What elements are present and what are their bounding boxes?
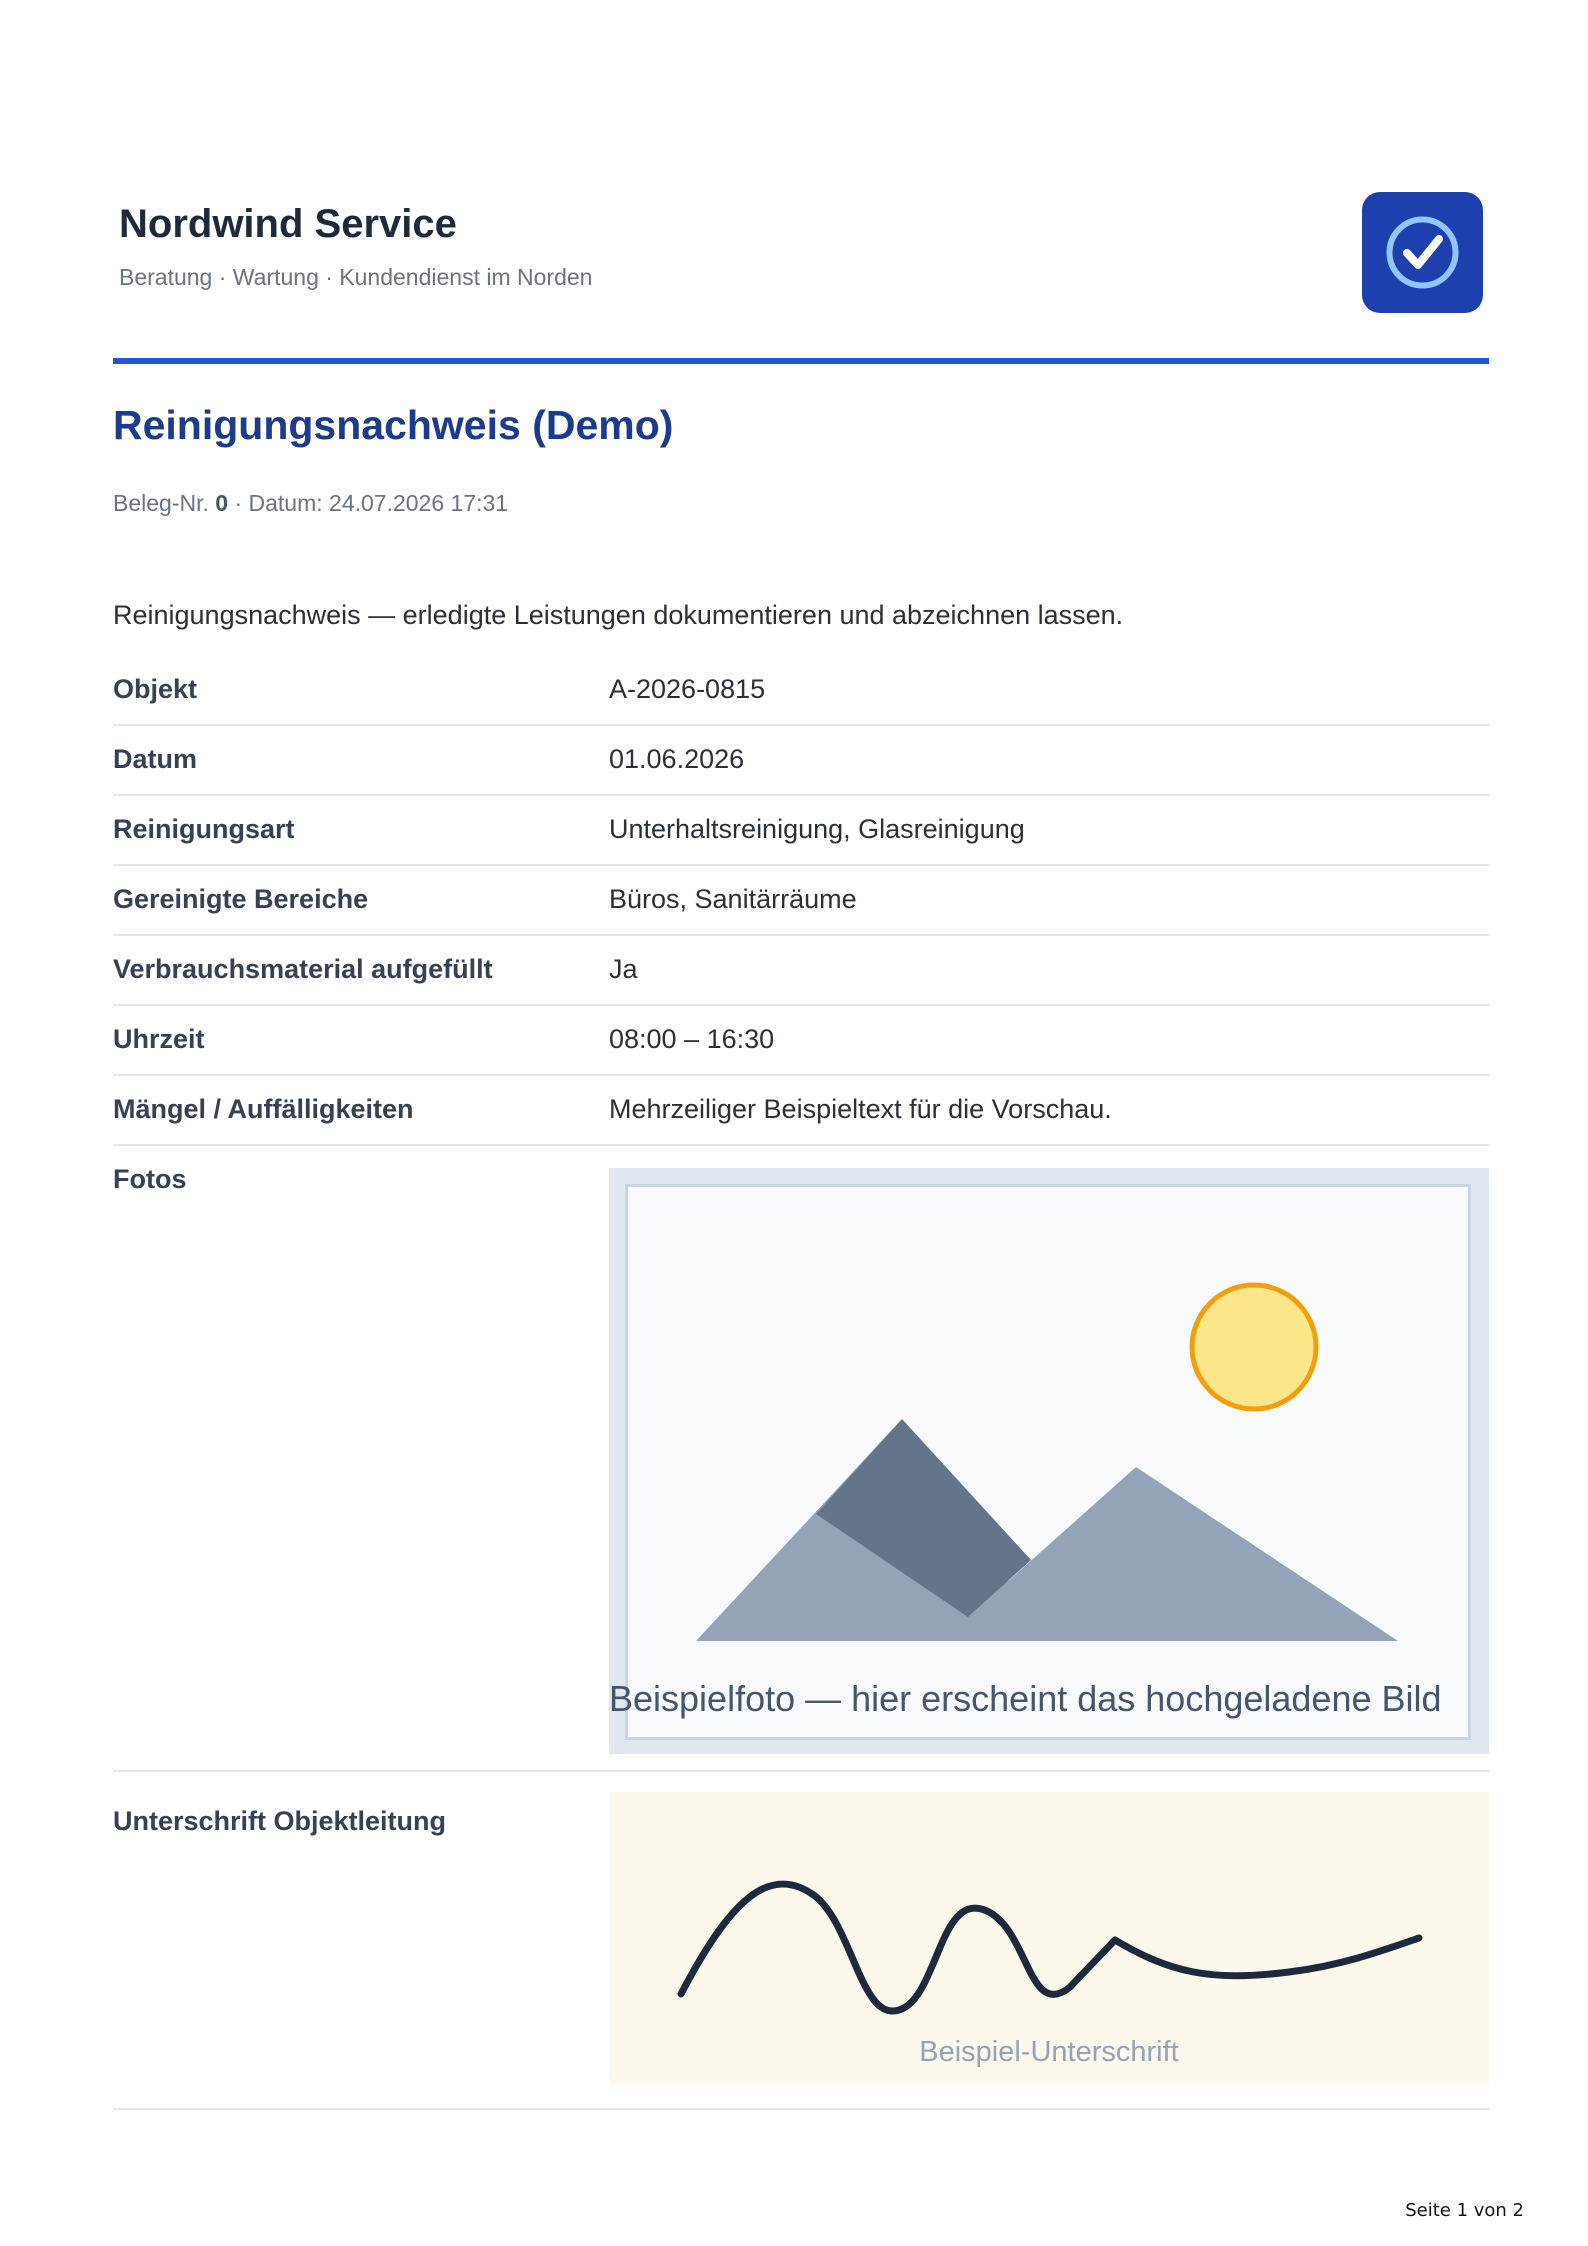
landscape-placeholder-icon	[628, 1187, 1468, 1737]
field-label: Gereinigte Bereiche	[113, 884, 369, 914]
receipt-number: 0	[215, 490, 229, 516]
document-meta	[113, 490, 508, 517]
field-label: Mängel / Auffälligkeiten	[113, 1094, 414, 1124]
field-label: Reinigungsart	[113, 814, 295, 844]
field-row-verbrauchsmaterial	[113, 938, 1489, 1006]
check-circle-icon	[1362, 192, 1483, 313]
header-divider	[113, 358, 1489, 364]
field-row-reinigungsart	[113, 798, 1489, 866]
intro-text: Reinigungsnachweis — erledigte Leistungen dokumentieren und abzeichnen lassen.	[113, 600, 1124, 630]
field-label: Objekt	[113, 674, 198, 704]
company-tagline: Beratung · Wartung · Kundendienst im Norden	[119, 264, 593, 290]
field-label: Unterschrift Objektleitung	[113, 1806, 447, 1836]
field-value: 08:00 – 16:30	[609, 1024, 775, 1054]
field-row-objekt	[113, 658, 1489, 726]
page-indicator: Seite 1 von 2	[1405, 2200, 1524, 2221]
field-value: Mehrzeiliger Beispieltext für die Vorschau.	[609, 1094, 1112, 1124]
signature-caption: Beispiel-Unterschrift	[919, 2036, 1179, 2068]
document-date: · Datum: 24.07.2026 17:31	[234, 490, 509, 516]
field-label: Datum	[113, 744, 198, 774]
company-name: Nordwind Service	[119, 202, 457, 246]
photo-placeholder[interactable]	[609, 1168, 1489, 1754]
field-value: Ja	[609, 954, 638, 984]
field-row-fotos	[113, 1148, 1489, 1772]
field-label: Fotos	[113, 1164, 187, 1194]
letterhead	[113, 190, 1489, 360]
document-title: Reinigungsnachweis (Demo)	[113, 402, 674, 448]
field-value: Unterhaltsreinigung, Glasreinigung	[609, 814, 1025, 844]
field-row-bereiche	[113, 868, 1489, 936]
field-label: Verbrauchsmaterial aufgefüllt	[113, 954, 493, 984]
receipt-label: Beleg-Nr.	[113, 490, 209, 516]
field-row-datum	[113, 728, 1489, 796]
field-label: Uhrzeit	[113, 1024, 205, 1054]
photo-caption: Beispielfoto — hier erscheint das hochgeladene Bild	[609, 1678, 1442, 1719]
photo-frame	[625, 1184, 1471, 1740]
field-row-unterschrift	[113, 1772, 1489, 2110]
signature-box[interactable]	[609, 1792, 1489, 2084]
company-logo	[1362, 192, 1483, 313]
field-value: Büros, Sanitärräume	[609, 884, 857, 914]
field-value: 01.06.2026	[609, 744, 745, 774]
field-value: A-2026-0815	[609, 674, 766, 704]
field-row-uhrzeit	[113, 1008, 1489, 1076]
field-row-maengel	[113, 1078, 1489, 1146]
field-table	[113, 658, 1489, 2110]
